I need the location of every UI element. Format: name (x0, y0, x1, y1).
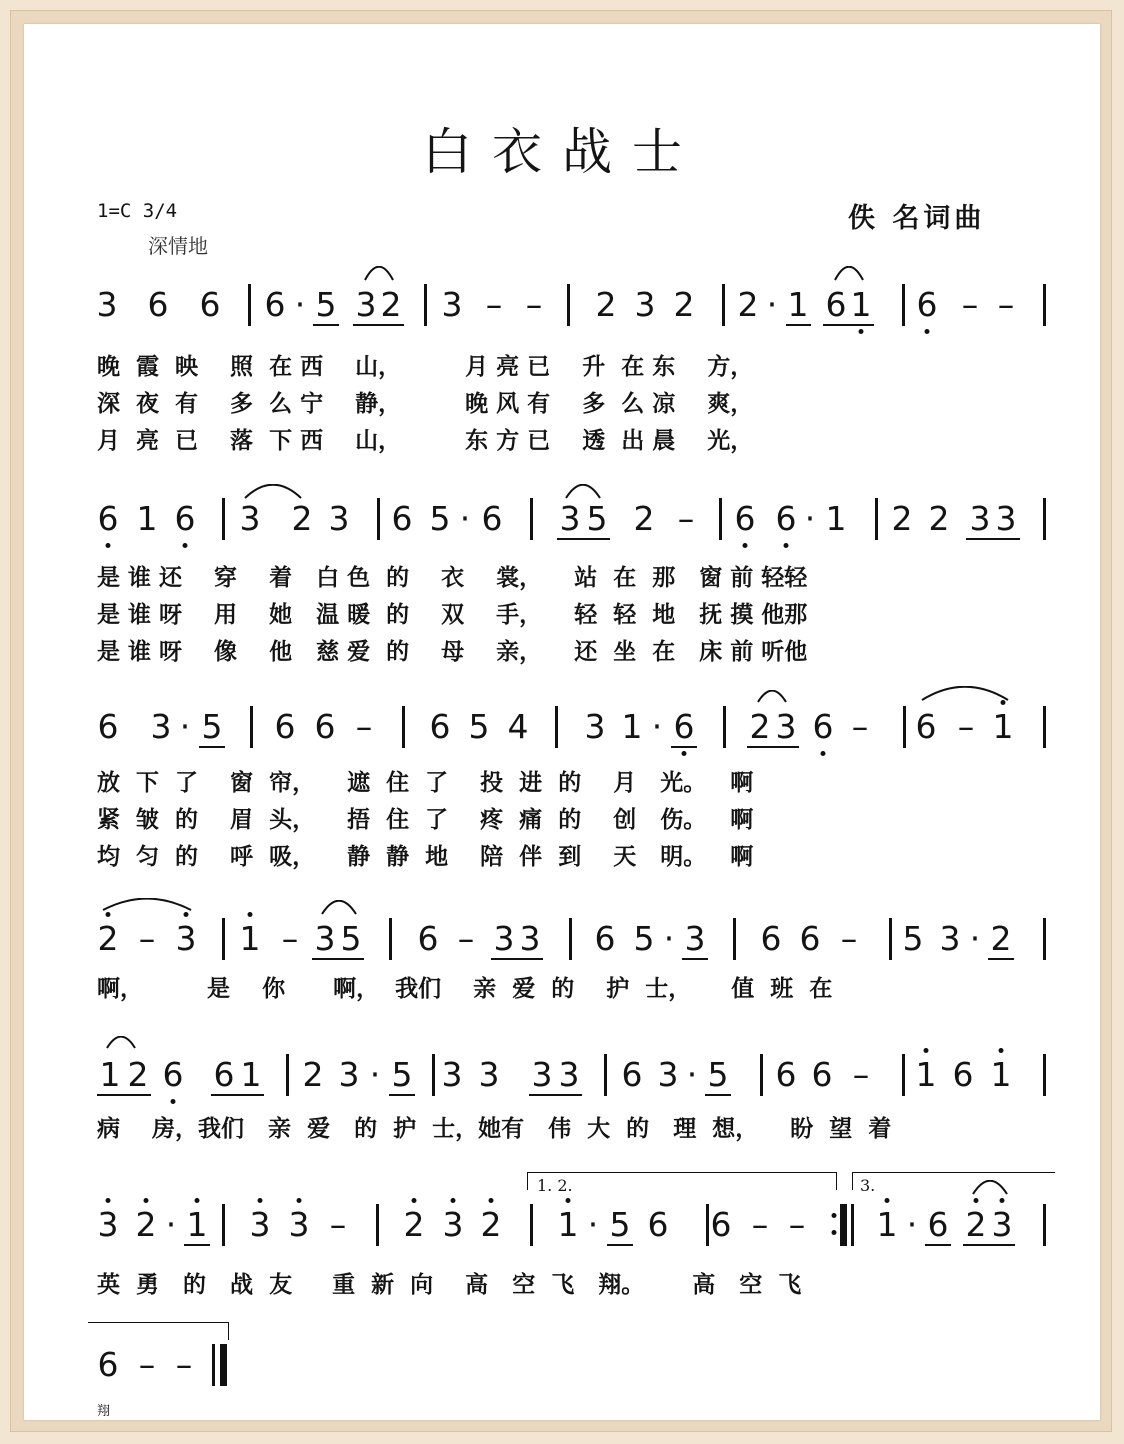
eighth-beam (682, 958, 708, 960)
note-2-15: 3 (775, 707, 797, 746)
note-4-4: 1 (240, 1055, 262, 1094)
note-2-12: · (651, 707, 663, 746)
note-1-15: 6 (775, 499, 797, 538)
note-5-20: 2 (965, 1205, 987, 1244)
note-5-10: 1 (557, 1205, 579, 1244)
note-3-5: 3 (314, 919, 336, 958)
lyric-line: 病 房，我们 亲 爱 的 护 士，她有 伟 大 的 理 想， 盼 望 着 (97, 1115, 892, 1142)
eighth-beam (925, 1244, 951, 1246)
eighth-beam (312, 958, 364, 960)
high-octave-dot (106, 912, 111, 917)
barline (376, 1204, 379, 1246)
note-0-16: 1 (787, 285, 809, 324)
note-0-6: 3 (355, 285, 377, 324)
note-4-12: 3 (558, 1055, 580, 1094)
barline (1043, 284, 1046, 326)
barline (569, 918, 572, 960)
eighth-beam (786, 324, 811, 326)
note-2-13: 6 (673, 707, 695, 746)
note-4-20: 1 (915, 1055, 937, 1094)
volta-label-third: 3. (860, 1176, 876, 1195)
barline (222, 498, 225, 540)
barline (733, 918, 736, 960)
barline (248, 284, 251, 326)
barline (1043, 1204, 1046, 1246)
barline (222, 1204, 225, 1246)
barline (1043, 498, 1046, 540)
slur-mark (244, 484, 302, 500)
note-4-6: 3 (338, 1055, 360, 1094)
repeat-end-barline (840, 1204, 847, 1246)
note-5-13: 6 (647, 1205, 669, 1244)
slur-mark (102, 898, 192, 912)
barline (851, 1204, 854, 1246)
note-1-17: 1 (825, 499, 847, 538)
note-0-4: · (294, 285, 306, 324)
barline (875, 498, 878, 540)
low-octave-dot (821, 751, 826, 756)
note-1-0: 6 (97, 499, 119, 538)
low-octave-dot (743, 543, 748, 548)
note-3-16: 6 (799, 919, 821, 958)
volta-bracket-top (88, 1322, 228, 1323)
key-signature: 1=C 3/4 (97, 200, 178, 222)
lyric-line: 啊， 是 你 啊， 我们 亲 爱 的 护 士， 值 班 在 (97, 975, 833, 1002)
note-4-13: 6 (621, 1055, 643, 1094)
note-2-6: – (355, 707, 373, 746)
barline (706, 1204, 709, 1246)
barline (389, 918, 392, 960)
note-1-6: 6 (391, 499, 413, 538)
eighth-beam (705, 1094, 731, 1096)
note-4-21: 6 (952, 1055, 974, 1094)
lyric-line: 英 勇 的 战 友 重 新 向 高 空 飞 翔。 高 空 飞 (97, 1271, 802, 1298)
note-3-13: · (663, 919, 675, 958)
barline (760, 1054, 763, 1096)
note-4-16: 5 (707, 1055, 729, 1094)
eighth-beam (184, 1244, 210, 1246)
note-5-16: – (788, 1205, 806, 1244)
high-octave-dot (566, 1198, 571, 1203)
lyric-line: 晚 霞 映 照 在 西 山， 月 亮 已 升 在 东 方， (97, 353, 754, 380)
note-0-0: 3 (96, 285, 118, 324)
note-0-14: 2 (737, 285, 759, 324)
volta-bracket-top (527, 1172, 836, 1173)
high-octave-dot (297, 1198, 302, 1203)
lyric-line: 深 夜 有 多 么 宁 静， 晚 风 有 多 么 凉 爽， (97, 390, 754, 417)
volta-bracket-side (836, 1172, 837, 1190)
barline (567, 284, 570, 326)
barline (286, 1054, 289, 1096)
note-0-12: 3 (634, 285, 656, 324)
note-4-15: · (686, 1055, 698, 1094)
eighth-beam (747, 746, 799, 748)
eighth-beam (963, 1244, 1015, 1246)
note-6-2: – (175, 1345, 193, 1384)
volta-bracket-side (228, 1322, 229, 1340)
note-3-2: 3 (175, 919, 197, 958)
low-octave-dot (171, 1099, 176, 1104)
note-3-20: · (969, 919, 981, 958)
high-octave-dot (106, 1198, 111, 1203)
slur-mark (921, 686, 1009, 702)
lyric-line: 放 下 了 窗 帘， 遮 住 了 投 进 的 月 光。 啊 (97, 769, 754, 796)
song-title: 白衣战士 (422, 123, 702, 181)
repeat-dot (832, 1213, 837, 1218)
high-octave-dot (885, 1198, 890, 1203)
eighth-beam (966, 538, 1020, 540)
low-octave-dot (682, 751, 687, 756)
note-2-8: 5 (468, 707, 490, 746)
note-3-17: – (840, 919, 858, 958)
barline (1043, 706, 1046, 748)
note-4-1: 2 (127, 1055, 149, 1094)
note-0-17: 6 (825, 285, 847, 324)
lyric-line: 均 匀 的 呼 吸， 静 静 地 陪 伴 到 天 明。 啊 (97, 843, 754, 870)
high-octave-dot (412, 1198, 417, 1203)
note-5-18: · (906, 1205, 918, 1244)
note-2-4: 6 (274, 707, 296, 746)
note-5-1: 2 (135, 1205, 157, 1244)
slur-mark (834, 266, 864, 282)
note-2-7: 6 (429, 707, 451, 746)
lyric-line: 是 谁 呀 用 她 温 暖 的 双 手， 轻 轻 地 抚 摸 他那 (97, 601, 808, 628)
high-octave-dot (258, 1198, 263, 1203)
note-1-7: 5 (429, 499, 451, 538)
note-2-20: 1 (992, 707, 1014, 746)
note-0-13: 2 (673, 285, 695, 324)
barline (1043, 1054, 1046, 1096)
slur-mark (757, 690, 787, 704)
note-3-19: 3 (939, 919, 961, 958)
note-1-2: 6 (174, 499, 196, 538)
note-1-3: 3 (239, 499, 261, 538)
note-1-14: 6 (734, 499, 756, 538)
note-3-8: – (457, 919, 475, 958)
note-5-12: 5 (609, 1205, 631, 1244)
slur-mark (972, 1180, 1008, 1196)
note-0-19: 6 (916, 285, 938, 324)
eighth-beam (823, 324, 874, 326)
note-4-22: 1 (990, 1055, 1012, 1094)
note-1-21: 3 (995, 499, 1017, 538)
note-1-13: – (677, 499, 695, 538)
note-1-19: 2 (928, 499, 950, 538)
note-4-10: 3 (478, 1055, 500, 1094)
note-4-5: 2 (302, 1055, 324, 1094)
note-1-9: 6 (481, 499, 503, 538)
lyric-line: 月 亮 已 落 下 西 山， 东 方 已 透 出 晨 光， (97, 427, 754, 454)
lyric-line: 是 谁 呀 像 他 慈 爱 的 母 亲， 还 坐 在 床 前 听他 (97, 638, 808, 665)
note-0-21: – (997, 285, 1015, 324)
barline (903, 706, 906, 748)
barline (432, 1054, 435, 1096)
note-4-18: 6 (811, 1055, 833, 1094)
note-3-9: 3 (493, 919, 515, 958)
eighth-beam (529, 1094, 582, 1096)
volta-bracket-top (852, 1172, 1055, 1173)
barline (424, 284, 427, 326)
note-5-21: 3 (991, 1205, 1013, 1244)
note-4-9: 3 (441, 1055, 463, 1094)
note-5-4: 3 (249, 1205, 271, 1244)
barline (212, 1344, 215, 1386)
eighth-beam (671, 746, 697, 748)
repeat-dot (832, 1230, 837, 1235)
barline (889, 918, 892, 960)
note-4-3: 6 (213, 1055, 235, 1094)
high-octave-dot (248, 912, 253, 917)
note-2-5: 6 (314, 707, 336, 746)
lyric-line: 是 谁 还 穿 着 白 色 的 衣 裳， 站 在 那 窗 前 轻轻 (97, 564, 808, 591)
eighth-beam (607, 1244, 633, 1246)
note-0-20: – (961, 285, 979, 324)
note-0-3: 6 (264, 285, 286, 324)
high-octave-dot (451, 1198, 456, 1203)
note-2-14: 2 (749, 707, 771, 746)
tempo-marking: 深情地 (148, 234, 208, 258)
eighth-beam (988, 958, 1014, 960)
note-3-14: 3 (684, 919, 706, 958)
note-0-1: 6 (147, 285, 169, 324)
volta-bracket-side (527, 1172, 528, 1190)
note-0-2: 6 (199, 285, 221, 324)
eighth-beam (211, 1094, 264, 1096)
high-octave-dot (489, 1198, 494, 1203)
barline (722, 284, 725, 326)
slur-mark (364, 266, 394, 282)
barline (530, 1204, 533, 1246)
barline (530, 498, 533, 540)
low-octave-dot (784, 543, 789, 548)
note-3-12: 5 (633, 919, 655, 958)
note-2-10: 3 (584, 707, 606, 746)
note-5-17: 1 (876, 1205, 898, 1244)
note-1-5: 3 (328, 499, 350, 538)
lyric-line: 紧 皱 的 眉 头， 捂 住 了 疼 痛 的 创 伤。 啊 (97, 806, 754, 833)
eighth-beam (389, 1094, 415, 1096)
note-3-4: – (281, 919, 299, 958)
note-4-8: 5 (391, 1055, 413, 1094)
note-5-19: 6 (927, 1205, 949, 1244)
eighth-beam (313, 324, 339, 326)
note-6-0: 6 (97, 1345, 119, 1384)
high-octave-dot (974, 1198, 979, 1203)
eighth-beam (557, 538, 610, 540)
eighth-beam (97, 1094, 151, 1096)
note-0-15: · (766, 285, 778, 324)
note-0-18: 1 (850, 285, 872, 324)
note-3-10: 3 (519, 919, 541, 958)
note-4-11: 3 (531, 1055, 553, 1094)
note-4-0: 1 (99, 1055, 121, 1094)
note-1-16: · (804, 499, 816, 538)
high-octave-dot (924, 1048, 929, 1053)
note-3-11: 6 (594, 919, 616, 958)
note-4-17: 6 (775, 1055, 797, 1094)
barline (377, 498, 380, 540)
note-5-14: 6 (710, 1205, 732, 1244)
note-3-18: 5 (902, 919, 924, 958)
low-octave-dot (106, 543, 111, 548)
note-3-6: 5 (340, 919, 362, 958)
eighth-beam (199, 746, 225, 748)
note-2-3: 5 (201, 707, 223, 746)
low-octave-dot (925, 329, 930, 334)
high-octave-dot (1000, 1198, 1005, 1203)
barline (902, 1054, 905, 1096)
note-1-1: 1 (136, 499, 158, 538)
note-1-18: 2 (891, 499, 913, 538)
volta-bracket-side (852, 1172, 853, 1190)
note-2-2: · (179, 707, 191, 746)
note-3-3: 1 (239, 919, 261, 958)
note-6-1: – (138, 1345, 156, 1384)
note-0-11: 2 (595, 285, 617, 324)
note-5-8: 3 (442, 1205, 464, 1244)
note-0-9: – (485, 285, 503, 324)
eighth-beam (353, 324, 404, 326)
note-3-0: 2 (97, 919, 119, 958)
note-0-8: 3 (441, 285, 463, 324)
barline (222, 918, 225, 960)
note-2-0: 6 (97, 707, 119, 746)
barline (555, 706, 558, 748)
note-4-7: · (369, 1055, 381, 1094)
note-1-12: 2 (633, 499, 655, 538)
slur-mark (106, 1036, 136, 1050)
barline (723, 706, 726, 748)
author-credit: 佚 名词曲 (848, 203, 986, 234)
slur-mark (321, 900, 357, 916)
barline (250, 706, 253, 748)
note-2-17: – (851, 707, 869, 746)
note-4-14: 3 (657, 1055, 679, 1094)
note-1-11: 5 (586, 499, 608, 538)
high-octave-dot (184, 912, 189, 917)
note-3-1: – (138, 919, 156, 958)
note-5-11: · (587, 1205, 599, 1244)
note-5-3: 1 (186, 1205, 208, 1244)
note-5-0: 3 (97, 1205, 119, 1244)
note-0-5: 5 (315, 285, 337, 324)
barline (604, 1054, 607, 1096)
note-3-21: 2 (990, 919, 1012, 958)
note-4-2: 6 (162, 1055, 184, 1094)
barline (719, 498, 722, 540)
final-barline (220, 1344, 227, 1386)
barline (1043, 918, 1046, 960)
note-2-11: 1 (621, 707, 643, 746)
note-1-10: 3 (559, 499, 581, 538)
note-5-5: 3 (288, 1205, 310, 1244)
eighth-beam (491, 958, 543, 960)
slur-mark (565, 484, 601, 500)
note-2-1: 3 (150, 707, 172, 746)
low-octave-dot (859, 329, 864, 334)
note-5-7: 2 (403, 1205, 425, 1244)
note-3-15: 6 (760, 919, 782, 958)
note-1-20: 3 (969, 499, 991, 538)
note-3-7: 6 (417, 919, 439, 958)
note-2-18: 6 (915, 707, 937, 746)
note-5-2: · (165, 1205, 177, 1244)
high-octave-dot (999, 1048, 1004, 1053)
note-1-8: · (459, 499, 471, 538)
high-octave-dot (195, 1198, 200, 1203)
volta-label-first: 1. 2. (537, 1176, 573, 1195)
low-octave-dot (183, 543, 188, 548)
note-1-4: 2 (291, 499, 313, 538)
barline (902, 284, 905, 326)
note-5-9: 2 (480, 1205, 502, 1244)
note-0-7: 2 (380, 285, 402, 324)
high-octave-dot (144, 1198, 149, 1203)
note-4-19: – (852, 1055, 870, 1094)
note-5-6: – (329, 1205, 347, 1244)
note-5-15: – (751, 1205, 769, 1244)
cut-lyric: 翔 (97, 1404, 111, 1419)
note-2-16: 6 (812, 707, 834, 746)
note-2-9: 4 (507, 707, 529, 746)
note-0-10: – (525, 285, 543, 324)
note-2-19: – (957, 707, 975, 746)
barline (402, 706, 405, 748)
